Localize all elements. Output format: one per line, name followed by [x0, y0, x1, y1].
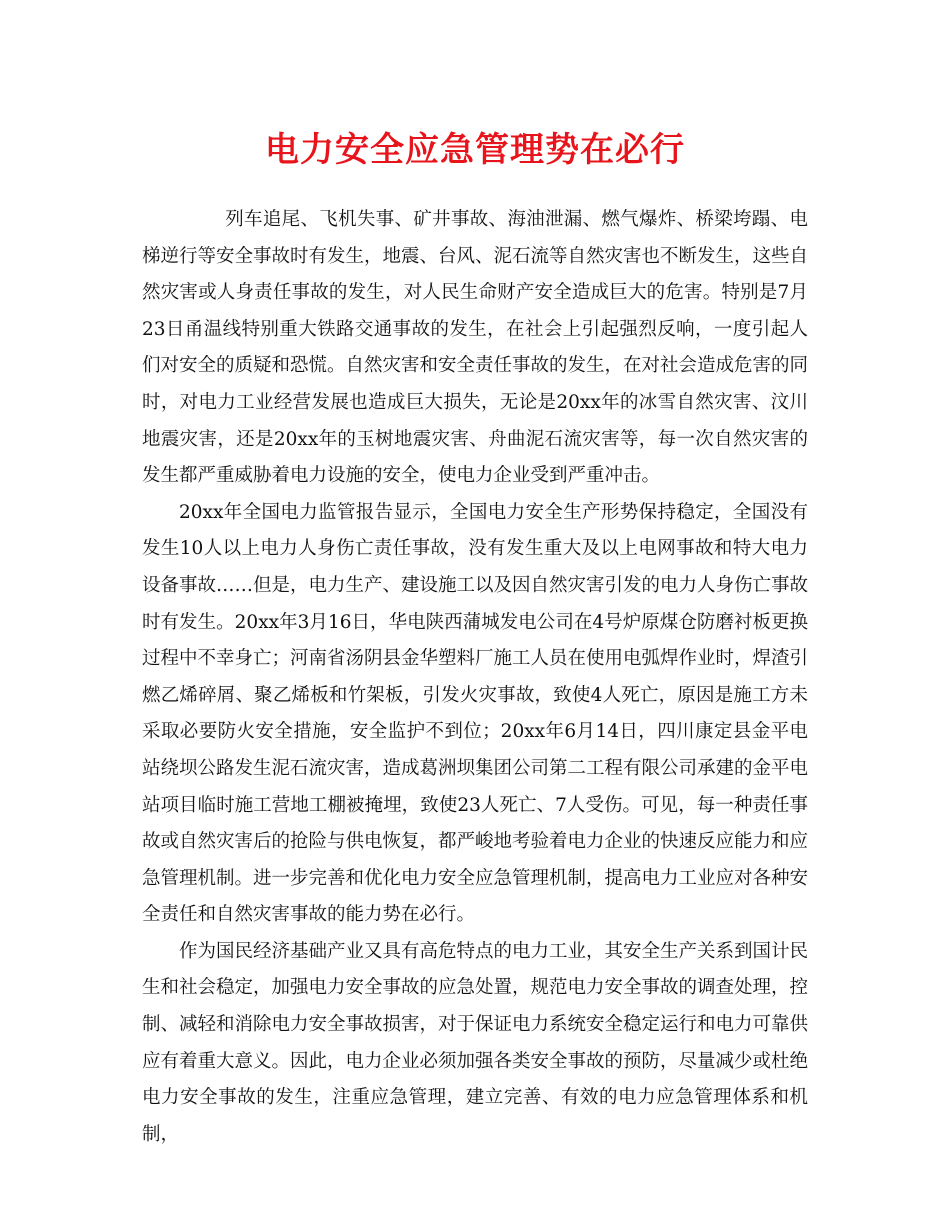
- paragraph-1: 列车追尾、飞机失事、矿井事故、海油泄漏、燃气爆炸、桥梁垮蹋、电梯逆行等安全事故时有发生，地震、台风、泥石流等自然灾害也不断发生，这些自然灾害或人身责任事故的发生，对人民生命财产安全造成巨大的危害。特别是7月23日甬温线特别重大铁路交通事故的发生，在社会上引起强烈反响，一度引起人们对安全的质疑和恐慌。自然灾害和安全责任事故的发生，在对社会造成危害的同时，对电力工业经营发展也造成巨大损失，无论是20xx年的冰雪自然灾害、汶川地震灾害，还是20xx年的玉树地震灾害、舟曲泥石流灾害等，每一次自然灾害的发生都严重威胁着电力设施的安全，使电力企业受到严重冲击。: [142, 209, 809, 487]
- paragraph-3: 作为国民经济基础产业又具有高危特点的电力工业，其安全生产关系到国计民生和社会稳定，加强电力安全事故的应急处置，规范电力安全事故的调查处理，控制、减轻和消除电力安全事故损害，对于保证电力系统安全稳定运行和电力可靠供应有着重大意义。因此，电力企业必须加强各类安全事故的预防，尽量减少或杜绝电力安全事故的发生，注重应急管理，建立完善、有效的电力应急管理体系和机制，: [142, 940, 809, 1145]
- document-body: [142, 202, 808, 1153]
- paragraph-2: 20xx年全国电力监管报告显示，全国电力安全生产形势保持稳定，全国没有发生10人以上电力人身伤亡责任事故，没有发生重大及以上电网事故和特大电力设备事故……但是，电力生产、建设施工以及因自然灾害引发的电力人身伤亡事故时有发生。20xx年3月16日，华电陕西蒲城发电公司在4号炉原煤仓防磨衬板更换过程中不幸身亡；河南省汤阴县金华塑料厂施工人员在使用电弧焊作业时，焊渣引燃乙烯碎屑、聚乙烯板和竹架板，引发火灾事故，致使4人死亡，原因是施工方未采取必要防火安全措施，安全监护不到位；20xx年6月14日，四川康定县金平电站绕坝公路发生泥石流灾害，造成葛洲坝集团公司第二工程有限公司承建的金平电站项目临时施工营地工棚被掩埋，致使23人死亡、7人受伤。可见，每一种责任事故或自然灾害后的抢险与供电恢复，都严峻地考验着电力企业的快速反应能力和应急管理机制。进一步完善和优化电力安全应急管理机制，提高电力工业应对各种安全责任和自然灾害事故的能力势在必行。: [142, 501, 809, 926]
- document-title: 电力安全应急管理势在必行: [265, 130, 685, 170]
